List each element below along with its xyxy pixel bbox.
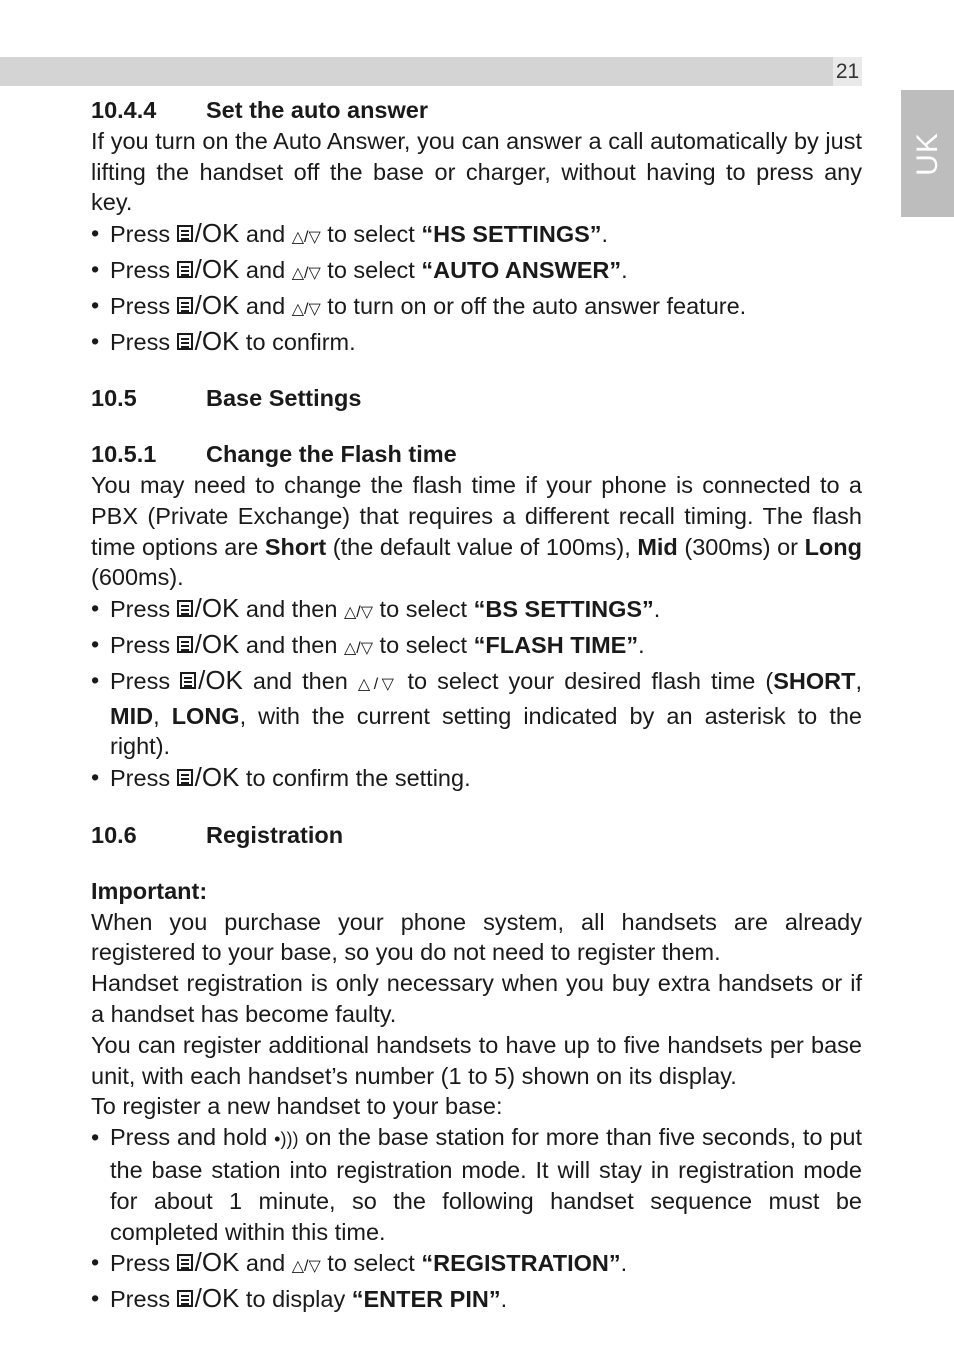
paragraph: If you turn on the Auto Answer, you can answer a call automatically by just lifting the handset off the base or charger, without having to press any key. bbox=[91, 127, 862, 216]
page-number: 21 bbox=[833, 57, 862, 86]
up-down-arrow-icon: △/▽ bbox=[291, 300, 321, 318]
menu-ok-key-icon: /OK bbox=[177, 593, 240, 624]
up-down-arrow-icon: △/▽ bbox=[291, 229, 321, 247]
up-down-arrow-icon: △/▽ bbox=[291, 264, 321, 282]
up-down-arrow-icon: △/▽ bbox=[357, 675, 398, 693]
list-item: • Press /OK and △/▽ to turn on or off the auto answer feature. bbox=[91, 290, 862, 326]
section-heading-10-5-1 bbox=[91, 439, 862, 470]
list-item: • Press /OK and then △/▽ to select “FLASH TIME”. bbox=[91, 629, 862, 665]
menu-ok-key-icon: /OK bbox=[180, 665, 243, 696]
list-item: • Press and hold •))) on the base station for more than five seconds, to put the base station into registration mode. It will stay in registration mode for about 1 minute, so the following handset sequence must be completed within this time. bbox=[91, 1122, 862, 1247]
section-title: Base Settings bbox=[206, 385, 362, 412]
paragraph: Handset registration is only necessary when you buy extra handsets or if a handset has become faulty. bbox=[91, 970, 862, 1027]
paragraph: When you purchase your phone system, all handsets are already registered to your base, so you do not need to register them. bbox=[91, 908, 862, 966]
paging-key-icon: •))) bbox=[274, 1129, 299, 1150]
up-down-arrow-icon: △/▽ bbox=[343, 639, 374, 657]
section-heading-10-4-4 bbox=[91, 95, 862, 126]
up-down-arrow-icon: △/▽ bbox=[291, 1258, 321, 1276]
language-tab-label: UK bbox=[910, 131, 944, 176]
manual-content bbox=[91, 95, 862, 1315]
menu-ok-key-icon: /OK bbox=[177, 326, 240, 357]
list-item: • Press /OK and △/▽ to select “HS SETTINGS”. bbox=[91, 218, 862, 254]
section-number: 10.5.1 bbox=[91, 441, 157, 468]
section-number: 10.4.4 bbox=[91, 97, 157, 123]
paragraph: To register a new handset to your base: bbox=[91, 1093, 503, 1120]
list-item: • Press /OK to confirm the setting. bbox=[91, 762, 862, 794]
important-label: Important: bbox=[91, 877, 208, 904]
list-item: • Press /OK to confirm. bbox=[91, 326, 862, 358]
menu-ok-key-icon: /OK bbox=[177, 290, 240, 321]
section-title: Change the Flash time bbox=[206, 441, 457, 468]
header-bar bbox=[0, 57, 833, 86]
paragraph: You may need to change the flash time if your phone is connected to a PBX (Private Exchange) that requires a different recall timing. The flash time options are Short (the default value of 100ms), Mid (300ms) or Long (600ms). bbox=[91, 471, 862, 591]
step-list bbox=[91, 218, 862, 357]
menu-ok-key-icon: /OK bbox=[177, 629, 240, 660]
menu-ok-key-icon: /OK bbox=[177, 218, 240, 249]
up-down-arrow-icon: △/▽ bbox=[343, 604, 374, 622]
section-heading-10-5 bbox=[91, 383, 862, 414]
menu-ok-key-icon: /OK bbox=[177, 1247, 240, 1278]
list-item: • Press /OK and △/▽ to select “REGISTRATION”. bbox=[91, 1247, 862, 1283]
list-item: • Press /OK to display “ENTER PIN”. bbox=[91, 1283, 862, 1315]
section-heading-10-6 bbox=[91, 820, 862, 851]
section-title: Registration bbox=[206, 821, 344, 848]
section-number: 10.5 bbox=[91, 385, 137, 412]
list-item: • Press /OK and then △/▽ to select “BS SETTINGS”. bbox=[91, 593, 862, 629]
paragraph: You can register additional handsets to have up to five handsets per base unit, with each handset’s number (1 to 5) shown on its display. bbox=[91, 1031, 862, 1089]
section-title: Set the auto answer bbox=[206, 97, 428, 123]
list-item: • Press /OK and △/▽ to select “AUTO ANSWER”. bbox=[91, 254, 862, 290]
list-item: • Press /OK and then △/▽ to select your desired flash time (SHORT, MID, LONG, with the current setting indicated by an asterisk to the right). bbox=[91, 665, 862, 762]
step-list bbox=[91, 1122, 862, 1315]
language-tab bbox=[901, 90, 954, 217]
section-number: 10.6 bbox=[91, 821, 137, 848]
step-list bbox=[91, 593, 862, 794]
menu-ok-key-icon: /OK bbox=[177, 254, 240, 285]
menu-ok-key-icon: /OK bbox=[177, 762, 240, 793]
menu-ok-key-icon: /OK bbox=[177, 1283, 240, 1314]
